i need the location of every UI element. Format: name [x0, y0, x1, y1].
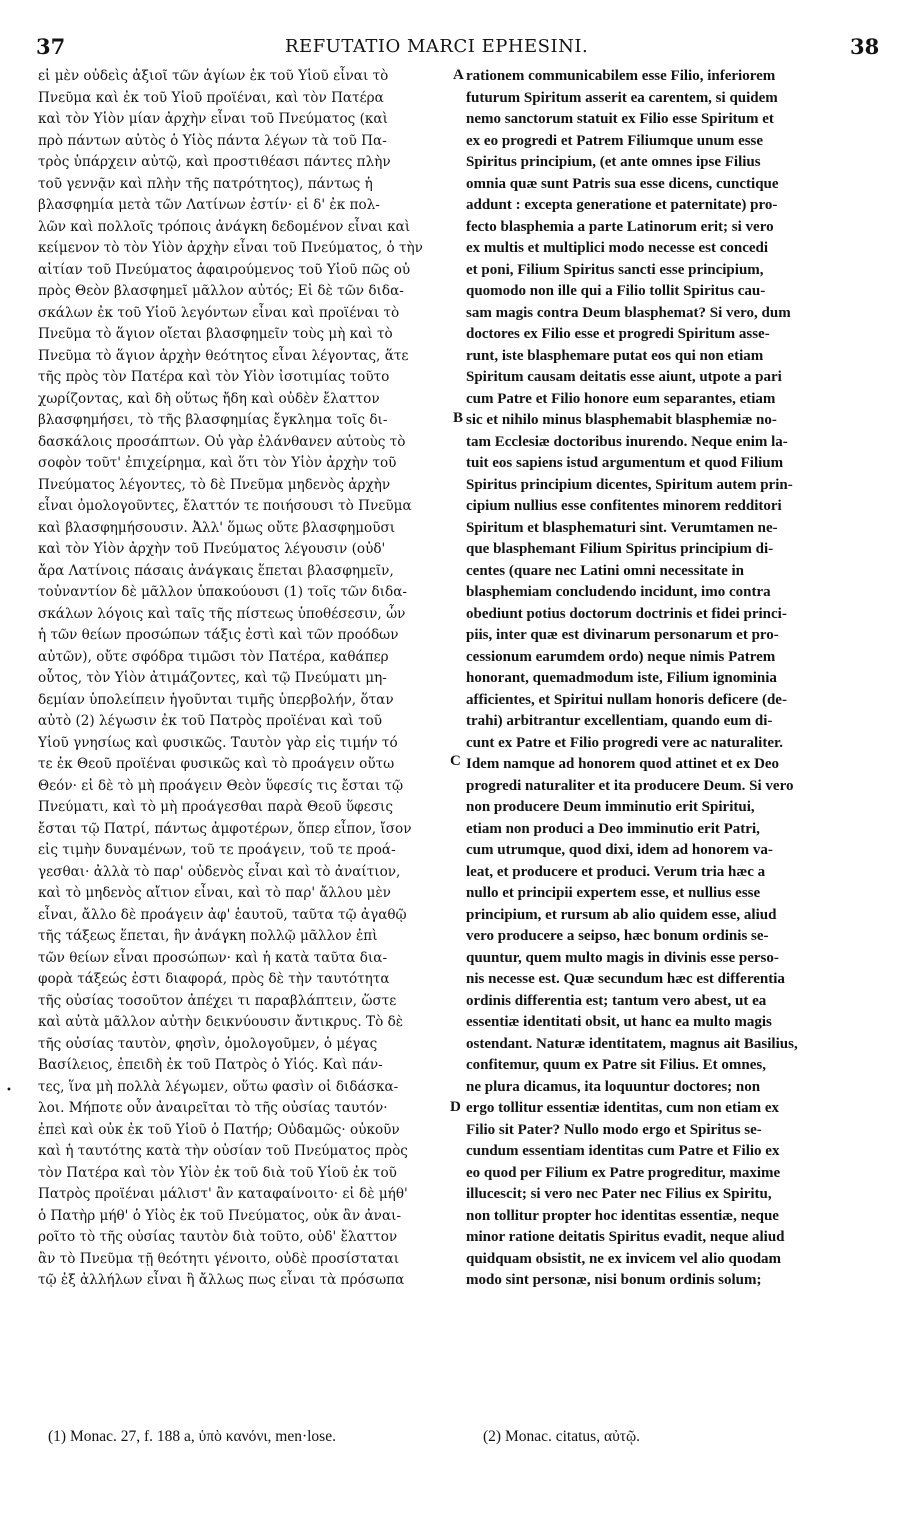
latin-text-line: Spiritus principium, (et ante omnes ipse Filius — [466, 154, 761, 170]
latin-text-line: non producere Deum imminutio erit Spiritui, — [466, 799, 755, 815]
latin-text-line: doctores ex Filio esse et progredi Spiritum asse- — [466, 326, 770, 342]
latin-text-line: Spiritum et blasphematuri sint. Verumtamen ne- — [466, 519, 778, 536]
greek-text-line: Πνεῦμα καὶ ἐκ τοῦ Υἱοῦ προϊέναι, καὶ τὸν Πατέρα — [38, 89, 384, 106]
greek-text-line: ἔσται τῷ Πατρί, πάντως ἀμφοτέρων, ὅπερ εἶπον, ἴσον — [38, 820, 412, 837]
margin-mark: • — [6, 1085, 12, 1096]
greek-text-line: δασκάλοις προσάπτων. Οὐ γὰρ ἐλάνθανεν αὐτοὺς τὸ — [38, 433, 406, 450]
greek-text-line: καὶ τὸν Υἱὸν μίαν ἀρχὴν εἶναι τοῦ Πνεύματος (καὶ — [38, 111, 388, 127]
latin-text-line: obediunt potius doctorum doctrinis et fidei princi- — [466, 605, 787, 622]
greek-text-line: εἰς τιμὴν δυναμένων, τοῦ τε προάγειν, τοῦ τε προά- — [38, 842, 396, 858]
greek-text-line: λοι. Μήποτε οὖν ἀναιρεῖται τὸ τῆς οὐσίας ταυτόν· — [38, 1100, 388, 1116]
greek-text-line: σοφὸν τοῦτ' ἐπιχείρημα, καὶ ὅτι τὸν Υἱὸν ἀρχὴν τοῦ — [38, 455, 397, 471]
greek-column — [38, 66, 466, 1292]
latin-text-line: nemo sanctorum statuit ex Filio esse Spiritum et — [466, 111, 774, 127]
latin-text-line: futurum Spiritum asserit ea carentem, si quidem — [466, 89, 778, 106]
greek-text-line: Πνεῦμα τὸ ἅγιον οἴεται βλασφημεῖν τοὺς μὴ καὶ τὸ — [38, 326, 393, 342]
greek-text-line: τρὸς ὑπάρχειν αὐτῷ, καὶ προστιθέασι πάντες πλὴν — [38, 154, 391, 170]
latin-text-line: minor ratione deitatis Spiritus evadit, neque aliud — [466, 1229, 785, 1245]
greek-text-line: τες, ἵνα μὴ πολλὰ λέγωμεν, οὕτω φασὶν οἱ διδάσκα- — [38, 1078, 399, 1095]
greek-text-line: δεμίαν ὑπολείπειν ἡγοῦνται τιμῆς ὑπερβολήν, ὅταν — [38, 691, 394, 708]
footnote-right: (2) Monac. citatus, αὐτῷ. — [483, 1428, 641, 1445]
latin-column — [466, 66, 876, 1292]
greek-text-line: ἄρα Λατίνοις πάσαις ἀνάγκαις ἕπεται βλασφημεῖν, — [38, 562, 394, 579]
latin-text-line: confitemur, quum ex Patre sit Filius. Et omnes, — [466, 1057, 766, 1073]
latin-text-line: leat, et producere et produci. Verum tria hæc a — [466, 863, 766, 880]
greek-text-line: ροῖτο τὸ τῆς οὐσίας ταυτὸν διὰ τοῦτο, οὐδ' ἔλαττον — [38, 1229, 398, 1245]
latin-text-line: nis necesse est. Quæ secundum hæc est differentia — [466, 971, 785, 987]
latin-text-line: illucescit; si vero nec Pater nec Filius ex Spiritu, — [466, 1186, 772, 1202]
greek-text-line: Θεόν· εἰ δὲ τὸ μὴ προάγειν Θεὸν ὕφεσίς τις ἔσται τῷ — [38, 777, 404, 794]
left-page-number: 37 — [36, 34, 66, 59]
greek-text-line: καὶ τὸν Υἱὸν ἀρχὴν τοῦ Πνεύματος λέγουσιν (οὐδ' — [38, 541, 386, 557]
latin-text-line: Idem namque ad honorem quod attinet et ex Deo — [466, 756, 780, 772]
greek-text-line: καὶ ἡ ταυτότης κατὰ τὴν οὐσίαν τοῦ Πνεύματος πρὸς — [38, 1143, 408, 1159]
latin-text-line: blasphemiam concludendo incidunt, imo contra — [466, 584, 771, 600]
latin-text-line: tuit eos sapiens istud argumentum et quod Filium — [466, 455, 784, 471]
latin-text-line: quidquam obsistit, ne ex invicem vel alio quodam — [466, 1250, 782, 1267]
running-title: REFUTATIO MARCI EPHESINI. — [285, 36, 589, 57]
latin-text-line: eo quod per Filium ex Patre progreditur, maxime — [466, 1164, 781, 1181]
latin-text-line: omnia quæ sunt Patris sua esse dicens, cunctique — [466, 175, 779, 192]
greek-text-line: βλασφημία μετὰ τῶν Λατίνων ἐστίν· εἰ δ' ἐκ πολ- — [38, 197, 380, 213]
greek-text-line: τῆς πρὸς τὸν Πατέρα καὶ τὸν Υἱὸν ἰσοτιμίας τοῦτο — [38, 369, 390, 385]
latin-text-line: cundum essentiam identitas cum Patre et Filio ex — [466, 1143, 780, 1159]
greek-text-line: εἶναι, ἄλλο δὲ προάγειν ἀφ' ἑαυτοῦ, ταῦτα τῷ ἀγαθῷ — [38, 906, 407, 923]
latin-text-line: nullo et principii expertem esse, et nullius esse — [466, 885, 761, 901]
latin-text-line: et poni, Filium Spiritus sancti esse principium, — [466, 261, 764, 278]
latin-text-line: ex eo progredi et Patrem Filiumque unum esse — [466, 132, 764, 149]
latin-text-line: cessionum earumdem ordo) neque nimis Patrem — [466, 648, 776, 665]
greek-text-line: Πατρὸς προϊέναι μάλιστ' ἂν καταφαίνοιτο· εἰ δὲ μήθ' — [38, 1186, 408, 1202]
latin-text-line: afficientes, et Spiritui nullam honoris deficere (de- — [466, 691, 787, 708]
greek-text-line: Πνεύματι, καὶ τὸ μὴ προάγεσθαι παρὰ Θεοῦ ὕφεσις — [38, 799, 393, 815]
greek-text-line: λῶν καὶ πολλοῖς τρόποις ἀνάγκη δεδομένον εἶναι καὶ — [38, 218, 411, 235]
latin-text-line: sic et nihilo minus blasphemabit blasphemiæ no- — [466, 412, 777, 428]
section-marker-d: D — [450, 1099, 461, 1115]
latin-text-line: sam magis contra Deum blasphemat? Si vero, dum — [466, 304, 791, 321]
latin-text-line: quuntur, quem multo magis in divinis esse perso- — [466, 949, 779, 966]
greek-text-line: καὶ αὐτὰ μᾶλλον αὐτὴν δεικνύουσιν ἄντικρυς. Τὸ δὲ — [38, 1014, 404, 1030]
greek-text-line: τε ἐκ Θεοῦ προϊέναι φυσικῶς καὶ τὸ προάγειν οὕτω — [38, 756, 395, 772]
latin-text-line: piis, inter quæ est divinarum personarum et pro- — [466, 627, 779, 643]
latin-text-line: ordinis differentia est; tantum vero abest, ut ea — [466, 992, 767, 1009]
latin-text-line: vero producere a seipso, hæc bonum ordinis se- — [466, 928, 769, 944]
latin-text-line: progredi naturaliter et ita producere Deum. Si vero — [466, 777, 794, 794]
greek-text-line: καὶ τὸ μηδενὸς αἴτιον εἶναι, καὶ τὸ παρ' ἄλλου μὲν — [38, 885, 391, 901]
greek-text-line: αἰτίαν τοῦ Πνεύματος ἀφαιρούμενος τοῦ Υἱοῦ πῶς οὐ — [38, 261, 411, 278]
latin-text-line: centes (quare nec Latini omni necessitate in — [466, 562, 745, 579]
greek-text-line: βλασφημήσει, τὸ τῆς βλασφημίας ἔγκλημα τοῖς δι- — [38, 412, 388, 428]
greek-text-line: Υἱοῦ γνησίως καὶ φυσικῶς. Ταυτὸν γὰρ εἰς τιμήν τό — [38, 734, 398, 751]
greek-text-line: εἶναι ὁμολογοῦντες, ἔλαττόν τε ποιήσουσι τὸ Πνεῦμα — [38, 498, 412, 514]
greek-text-line: ὁ Πατὴρ μήθ' ὁ Υἱὸς ἐκ τοῦ Πνεύματος, οὐκ ἂν ἀναι- — [38, 1207, 402, 1224]
latin-text-line: fecto blasphemia a parte Latinorum erit; si vero — [466, 218, 774, 235]
greek-text-line: τῆς οὐσίας τοσοῦτον ἀπέχει τι παραβλάπτειν, ὥστε — [38, 992, 397, 1009]
latin-text-line: cum Patre et Filio honore eum separantes, etiam — [466, 390, 776, 407]
latin-text-line: essentiæ identitati obsit, ut hanc ea multo magis — [466, 1014, 772, 1030]
greek-text-line: αὐτὸ (2) λέγωσιν ἐκ τοῦ Πατρὸς προϊέναι καὶ τοῦ — [38, 713, 383, 729]
latin-text-line: cipium nullius esse confitentes minorem redditori — [466, 498, 782, 514]
greek-text-line: σκάλων λόγοις καὶ ταῖς τῆς πίστεως ὑποθέσεσιν, ὧν — [38, 605, 406, 622]
greek-text-line: τοῦ γεννᾷν καὶ πλὴν τῆς πατρότητος), πάντως ἡ — [38, 175, 373, 192]
latin-text-line: Spiritus principium dicentes, Spiritum autem prin- — [466, 476, 793, 493]
greek-text-line: ἐπεὶ καὶ οὐκ ἐκ τοῦ Υἱοῦ ὁ Πατήρ; Οὐδαμῶς· οὐκοῦν — [38, 1121, 400, 1138]
footnotes — [0, 1428, 910, 1458]
section-marker-b: B — [453, 410, 464, 426]
latin-text-line: cum utrumque, quod dixi, idem ad honorem va- — [466, 842, 773, 858]
latin-text-line: rationem communicabilem esse Filio, inferiorem — [466, 68, 776, 84]
greek-text-line: πρὸς Θεὸν βλασφημεῖ μᾶλλον αὐτός; Εἰ δὲ τῶν διδα- — [38, 283, 404, 299]
greek-text-line: ἡ τῶν θείων προσώπων τάξις ἐστὶ καὶ τῶν προόδων — [38, 627, 399, 643]
greek-text-line: τῶν θείων εἶναι προσώπων· καὶ ἡ κατὰ ταῦτα δια- — [38, 949, 388, 966]
greek-text-line: πρὸ πάντων αὐτὸς ὁ Υἱὸς πάντα λέγων τὰ τοῦ Πα- — [38, 132, 387, 149]
greek-text-line: Πνεῦμα τὸ ἅγιον ἀρχὴν θεότητος εἶναι λέγοντας, ἅτε — [38, 347, 409, 364]
greek-text-line: αὐτῶν), οὔτε σφόδρα τιμῶσι τὸν Πατέρα, καθάπερ — [38, 648, 389, 665]
latin-text-line: runt, iste blasphemare putat eos qui non etiam — [466, 347, 764, 364]
greek-text-line: εἰ μὲν οὐδεὶς ἀξιοῖ τῶν ἁγίων ἐκ τοῦ Υἱοῦ εἶναι τὸ — [38, 68, 389, 84]
latin-text-line: ostendant. Naturæ identitatem, magnus ait Basilius, — [466, 1035, 798, 1052]
greek-text-line: γεσθαι· ἀλλὰ τὸ παρ' οὐδενὸς εἶναι καὶ τὸ ἀναίτιον, — [38, 863, 401, 880]
greek-text-line: τῷ ἐξ ἀλλήλων εἶναι ἢ ἄλλως πως εἶναι τὰ πρόσωπα — [38, 1272, 405, 1288]
section-marker-a: A — [453, 67, 464, 83]
latin-text-line: modo sint personæ, nisi bonum ordinis solum; — [466, 1272, 762, 1288]
latin-text-line: ex multis et multiplici modo necesse est concedi — [466, 240, 769, 256]
section-marker-c: C — [450, 753, 461, 769]
latin-text-line: addunt : excepta generatione et paternitate) pro- — [466, 197, 778, 213]
latin-text-line: ne plura dicamus, ita loquuntur doctores; non — [466, 1078, 761, 1095]
latin-text-line: non tollitur propter hoc identitas essentiæ, neque — [466, 1207, 779, 1224]
greek-text-line: τῆς οὐσίας ταυτὸν, φησὶν, ὁμολογοῦμεν, ὁ μέγας — [38, 1035, 378, 1052]
greek-text-line: χωρίζοντας, καὶ δὴ οὕτως ἤδη καὶ οὐδὲν ἔλαττον — [38, 390, 380, 407]
greek-text-line: οὗτος, τὸν Υἱὸν ἀτιμάζοντες, καὶ τῷ Πνεύματι μη- — [38, 670, 387, 686]
footnote-left: (1) Monac. 27, f. 188 a, ὑπὸ κανόνι, men·lose. — [48, 1428, 336, 1445]
greek-text-line: σκάλων ἐκ τοῦ Υἱοῦ λεγόντων εἶναι καὶ προϊέναι τὸ — [38, 304, 400, 321]
greek-text-line: τοὐναντίον δὲ μᾶλλον ὑπακούουσι (1) τοῖς τῶν διδα- — [38, 584, 408, 600]
latin-text-line: Filio sit Pater? Nullo modo ergo et Spiritus se- — [466, 1121, 762, 1138]
greek-text-line: φορὰ τάξεώς ἐστι διαφορά, πρὸς δὲ τὴν ταυτότητα — [38, 971, 390, 987]
right-page-number: 38 — [850, 34, 880, 59]
latin-text-line: principium, et rursum ab alio quidem esse, aliud — [466, 906, 777, 923]
greek-text-line: καὶ βλασφημήσουσιν. Ἀλλ' ὅμως οὔτε βλασφημοῦσι — [38, 519, 396, 536]
greek-text-line: τῆς τάξεως ἕπεται, ἣν ἀνάγκη πολλῷ μᾶλλον ἐπὶ — [38, 928, 378, 944]
latin-text-line: cunt ex Patre et Filio progredi vere ac naturaliter. — [466, 734, 784, 751]
latin-text-line: quomodo non ille qui a Filio tollit Spiritus cau- — [466, 283, 766, 299]
latin-text-line: honorant, quemadmodum iste, Filium ignominia — [466, 670, 777, 686]
page-header — [0, 30, 910, 62]
latin-text-line: etiam non produci a Deo imminutio erit Patri, — [466, 820, 760, 837]
greek-text-line: ἂν τὸ Πνεῦμα τῇ θεότητι γένοιτο, οὐδὲ προσίσταται — [38, 1250, 400, 1267]
greek-text-line: κείμενον τὸ τὸν Υἱὸν ἀρχὴν εἶναι τοῦ Πνεύματος, ὁ τὴν — [38, 240, 423, 256]
greek-text-line: Βασίλειος, ἐπειδὴ ἐκ τοῦ Πατρὸς ὁ Υἱός. Καὶ πάν- — [38, 1057, 383, 1073]
latin-text-line: trahi) arbitrantur excellentiam, quando eum di- — [466, 713, 773, 729]
greek-text-line: τὸν Πατέρα καὶ τὸν Υἱὸν ἐκ τοῦ διὰ τοῦ Υἱοῦ ἐκ τοῦ — [38, 1164, 397, 1181]
greek-text-line: Πνεύματος λέγοντες, τὸ δὲ Πνεῦμα μηδενὸς ἀρχὴν — [38, 476, 391, 493]
latin-text-line: que blasphemant Filium Spiritus principium di- — [466, 541, 774, 557]
latin-text-line: tam Ecclesiæ doctoribus inurendo. Neque enim la- — [466, 433, 788, 450]
latin-text-line: Spiritum causam deitatis esse aiunt, utpote a pari — [466, 369, 782, 385]
latin-text-line: ergo tollitur essentiæ identitas, cum non etiam ex — [466, 1100, 780, 1116]
